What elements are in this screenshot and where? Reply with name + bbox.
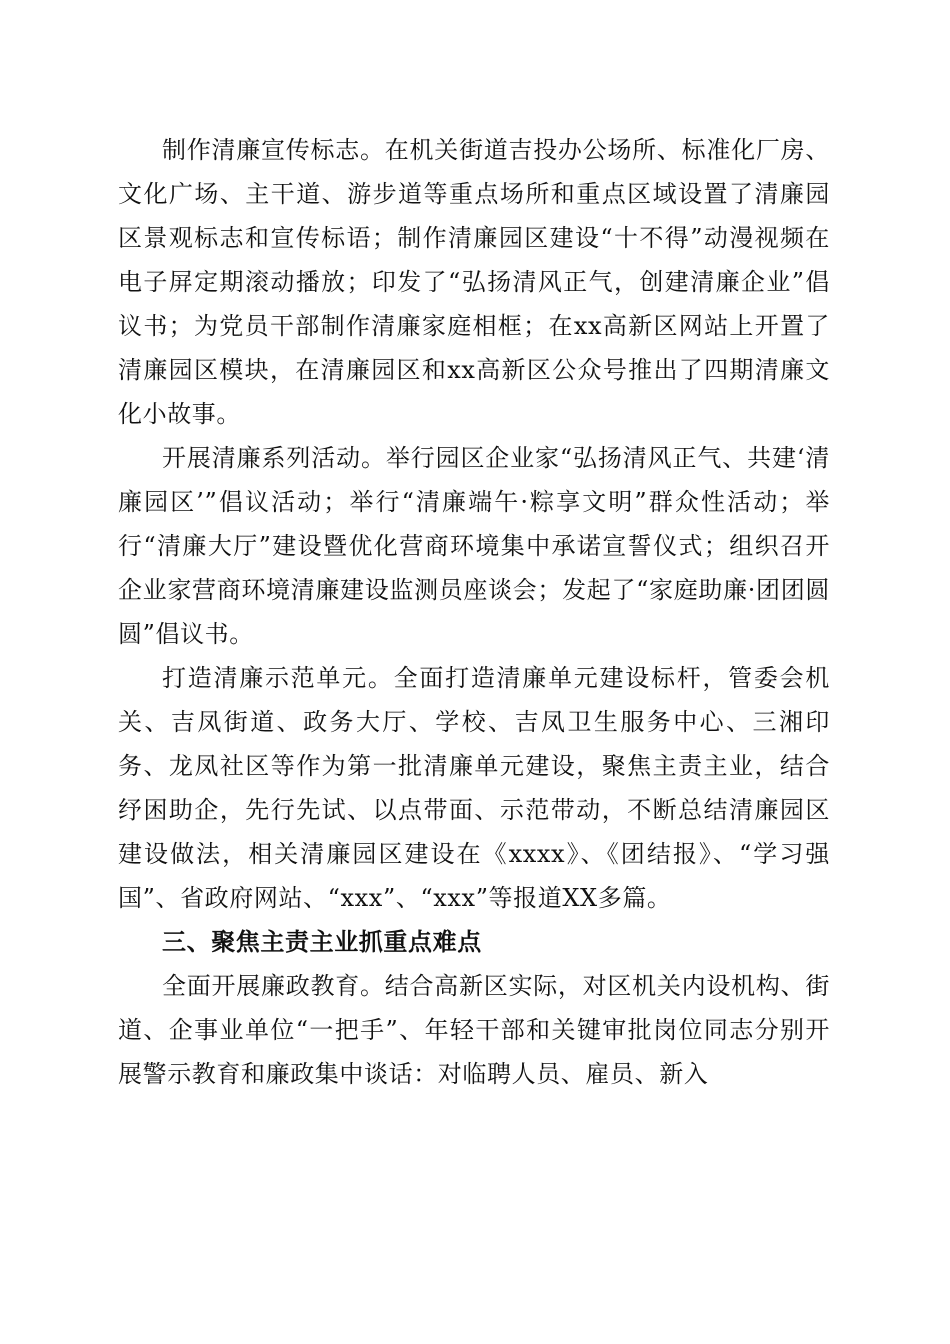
section-heading: 三、聚焦主责主业抓重点难点 [162, 928, 482, 956]
paragraph-publicity-signs: 制作清廉宣传标志。在机关街道吉投办公场所、标准化厂房、文化广场、主干道、游步道等重点场所和重点区域设置了清廉园区景观标志和宣传标语；制作清廉园区建设“十不得”动漫视频在电子屏定期滚动播放；印发了“弘扬清风正气，创建清廉企业”倡议书；为党员干部制作清廉家庭相框；在xx高新区网站上开置了清廉园区模块，在清廉园区和xx高新区公众号推出了四期清廉文化小故事。 [118, 136, 830, 428]
paragraph-education: 全面开展廉政教育。结合高新区实际，对区机关内设机构、街道、企事业单位“一把手”、年轻干部和关键审批岗位同志分别开展警示教育和廉政集中谈话：对临聘人员、雇员、新入 [118, 972, 830, 1088]
document-page [118, 128, 830, 1096]
paragraph-demo-units: 打造清廉示范单元。全面打造清廉单元建设标杆，管委会机关、吉凤街道、政务大厅、学校、吉凤卫生服务中心、三湘印务、龙凤社区等作为第一批清廉单元建设，聚焦主责主业，结合纾困助企，先行先试、以点带面、示范带动，不断总结清廉园区建设做法，相关清廉园区建设在《xxxx》、《团结报》、“学习强国”、省政府网站、“xxx”、“xxx”等报道XX多篇。 [118, 664, 830, 912]
paragraph-activities: 开展清廉系列活动。举行园区企业家“弘扬清风正气、共建‘清廉园区’”倡议活动；举行“清廉端午·粽享文明”群众性活动；举行“清廉大厅”建设暨优化营商环境集中承诺宣誓仪式；组织召开企业家营商环境清廉建设监测员座谈会；发起了“家庭助廉·团团圆圆”倡议书。 [118, 444, 830, 648]
